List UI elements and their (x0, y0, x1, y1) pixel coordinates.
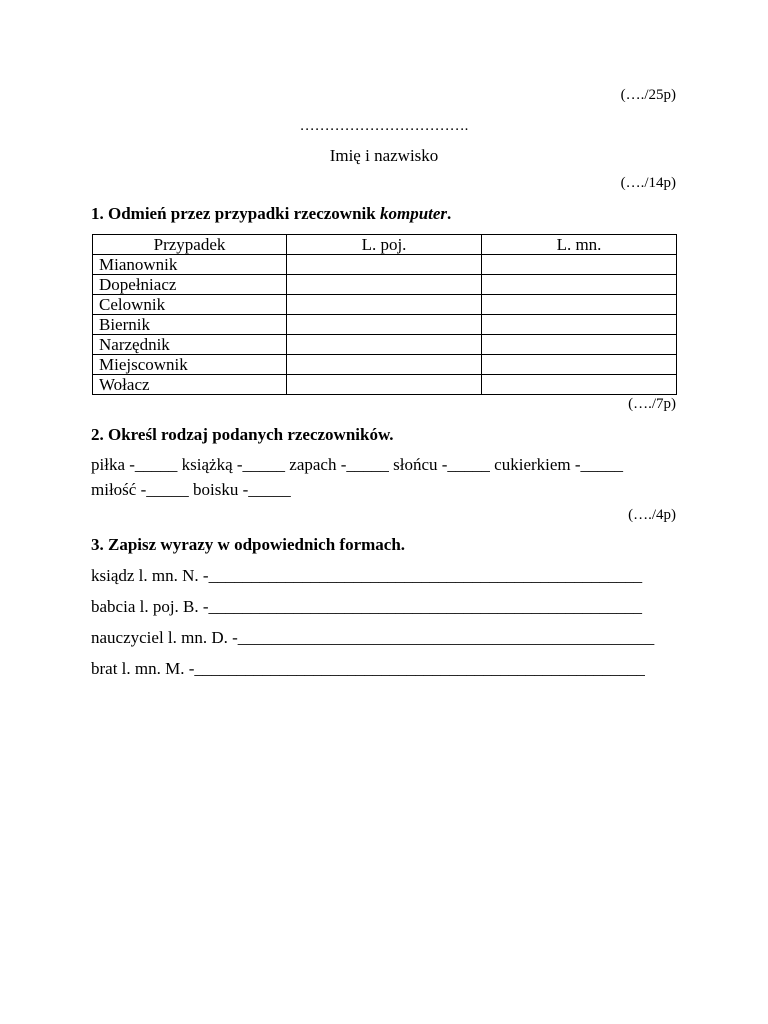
plural-answer-cell[interactable] (482, 355, 677, 375)
task1-title-end: . (447, 204, 452, 223)
plural-answer-cell[interactable] (482, 295, 677, 315)
task1-title-text: 1. Odmień przez przypadki rzeczownik (91, 204, 380, 223)
task1-title-noun: komputer (379, 204, 448, 223)
case-label: Dopełniacz (93, 275, 287, 295)
header-plural: L. mn. (482, 235, 677, 255)
singular-answer-cell[interactable] (287, 355, 482, 375)
task2-title: 2. Określ rodzaj podanych rzeczowników. (91, 425, 394, 444)
plural-answer-cell[interactable] (482, 275, 677, 295)
task3-score: (…./4p) (628, 507, 676, 523)
singular-answer-cell[interactable] (287, 375, 482, 395)
case-label: Biernik (93, 315, 287, 335)
plural-answer-cell[interactable] (482, 335, 677, 355)
task3-title: 3. Zapisz wyrazy w odpowiednich formach. (91, 535, 406, 554)
case-label: Celownik (93, 295, 287, 315)
task2-score: (…./7p) (628, 396, 676, 412)
singular-answer-cell[interactable] (287, 315, 482, 335)
table-row (93, 315, 677, 335)
name-dots: ……………………………. (299, 118, 469, 134)
singular-answer-cell[interactable] (287, 255, 482, 275)
case-label: Narzędnik (93, 335, 287, 355)
task3-line[interactable]: ksiądz l. mn. N. -___________________________________________________ (91, 566, 643, 585)
table-row (93, 375, 677, 395)
table-row (93, 275, 677, 295)
task3-line[interactable]: nauczyciel l. mn. D. -_________________________________________________ (91, 628, 655, 647)
task2-line-1[interactable]: piłka -_____ książką -_____ zapach -_____ słońcu -_____ cukierkiem -_____ (91, 455, 624, 474)
declension-table (92, 234, 677, 395)
task3-line[interactable]: babcia l. poj. B. -___________________________________________________ (91, 597, 643, 616)
table-header-row (93, 235, 677, 255)
header-singular: L. poj. (287, 235, 482, 255)
singular-answer-cell[interactable] (287, 275, 482, 295)
task1-title (91, 204, 451, 224)
table-row (93, 295, 677, 315)
table-row (93, 335, 677, 355)
name-label: Imię i nazwisko (329, 146, 439, 165)
total-score: (…./25p) (620, 87, 676, 103)
plural-answer-cell[interactable] (482, 315, 677, 335)
singular-answer-cell[interactable] (287, 295, 482, 315)
case-label: Mianownik (93, 255, 287, 275)
header-case: Przypadek (93, 235, 287, 255)
case-label: Miejscownik (93, 355, 287, 375)
task2-line-2[interactable]: miłość -_____ boisku -_____ (91, 480, 291, 499)
plural-answer-cell[interactable] (482, 255, 677, 275)
case-label: Wołacz (93, 375, 287, 395)
table-row (93, 255, 677, 275)
task1-score: (…./14p) (620, 175, 676, 191)
singular-answer-cell[interactable] (287, 335, 482, 355)
plural-answer-cell[interactable] (482, 375, 677, 395)
task3-line[interactable]: brat l. mn. M. -_____________________________________________________ (91, 659, 645, 678)
table-row (93, 355, 677, 375)
